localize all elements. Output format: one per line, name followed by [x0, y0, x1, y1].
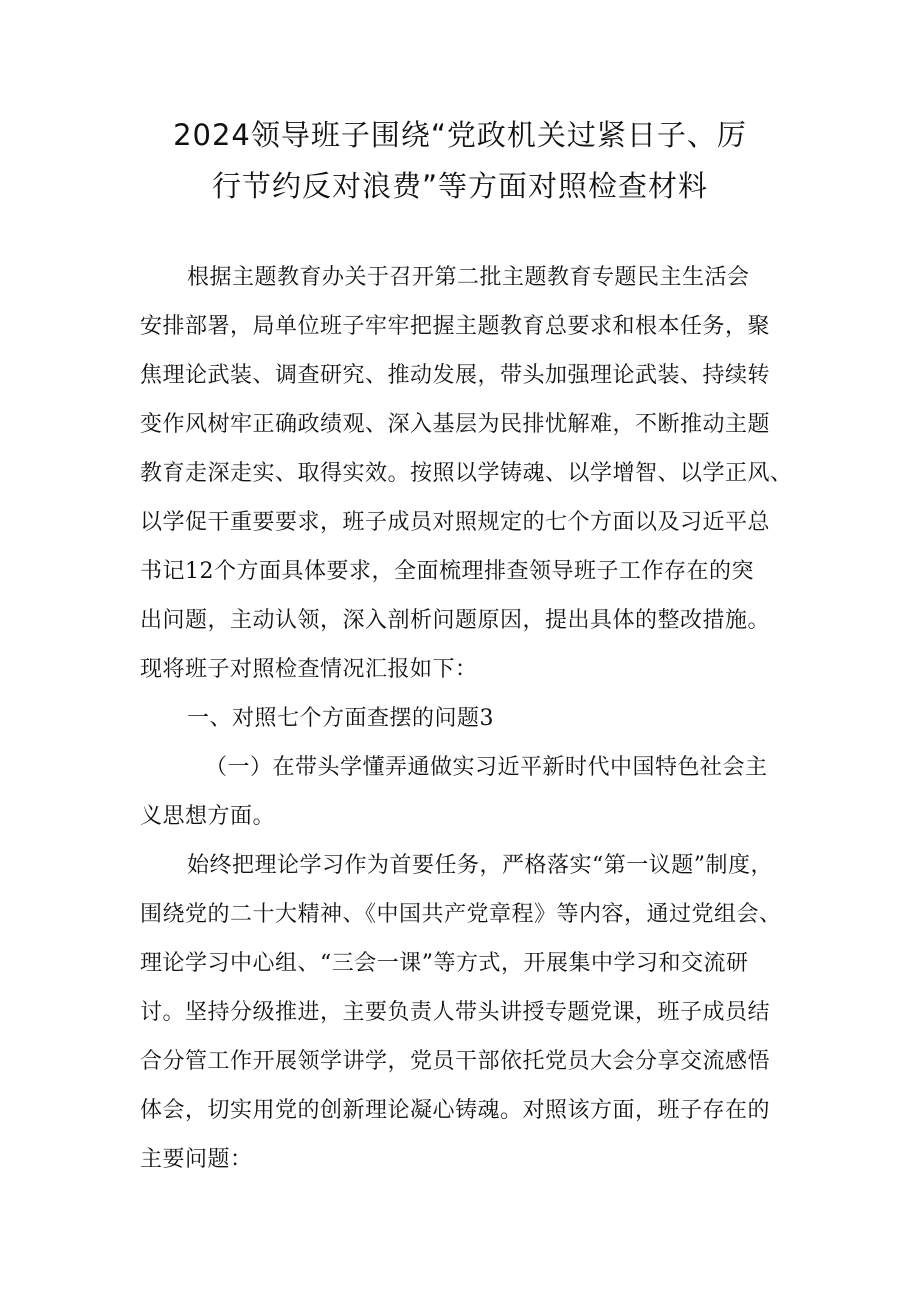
body-line: 主要问题： [140, 1147, 253, 1172]
subsection-heading: （一）在带头学懂弄通做实习近平新时代中国特色社会主 [205, 755, 768, 780]
body-line: 合分管工作开展领学讲学，党员干部依托党员大会分享交流感悟 [140, 1049, 771, 1074]
body-line: 根据主题教育办关于召开第二批主题教育专题民主生活会 [187, 265, 750, 290]
document-title-line-2: 行节约反对浪费”等方面对照检查材料 [211, 169, 709, 203]
body-line: 教育走深走实、取得实效。按照以学铸魂、以学增智、以学正风、 [140, 461, 793, 486]
document-title-line-1: 2024领导班子围绕“党政机关过紧日子、厉 [173, 118, 747, 152]
body-line: 书记12个方面具体要求，全面梳理排查领导班子工作存在的突 [140, 559, 754, 584]
body-line: 围绕党的二十大精神、《中国共产党章程》等内容，通过党组会、 [140, 902, 782, 927]
body-line: 焦理论武装、调查研究、推动发展，带头加强理论武装、持续转 [140, 363, 771, 388]
body-line: 讨。坚持分级推进，主要负责人带头讲授专题党课，班子成员结 [140, 1000, 771, 1025]
body-line: 变作风树牢正确政绩观、深入基层为民排忧解难，不断推动主题 [140, 412, 771, 437]
body-line: 始终把理论学习作为首要任务，严格落实“第一议题”制度， [187, 853, 773, 878]
body-line: 理论学习中心组、“三会一课”等方式，开展集中学习和交流研 [140, 951, 749, 976]
body-line: 现将班子对照检查情况汇报如下： [140, 657, 478, 682]
body-line: 以学促干重要要求，班子成员对照规定的七个方面以及习近平总 [140, 510, 771, 535]
section-heading: 一、对照七个方面查摆的问题3 [187, 706, 494, 731]
body-line: 体会，切实用党的创新理论凝心铸魂。对照该方面，班子存在的 [140, 1098, 771, 1123]
body-line: 出问题，主动认领，深入剖析问题原因，提出具体的整改措施。 [140, 608, 771, 633]
subsection-heading-continued: 义思想方面。 [140, 804, 276, 829]
body-line: 安排部署，局单位班子牢牢把握主题教育总要求和根本任务，聚 [140, 314, 771, 339]
